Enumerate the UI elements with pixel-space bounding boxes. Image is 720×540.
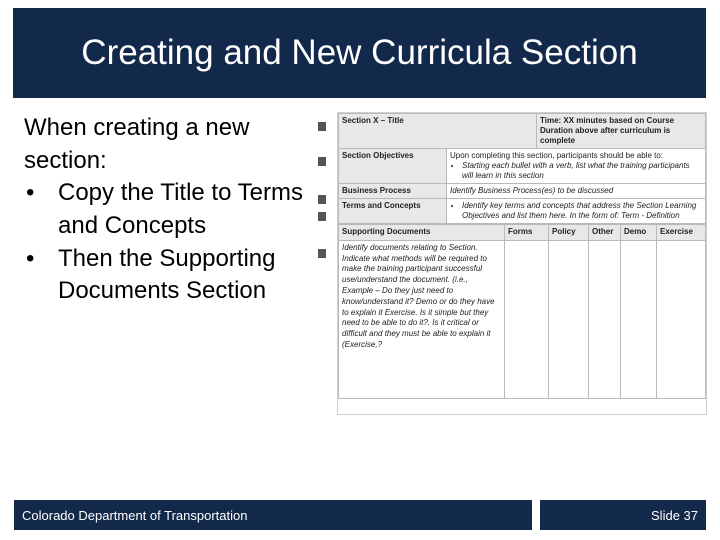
table-cell	[505, 240, 549, 398]
table-row	[339, 199, 706, 224]
column-header: Demo	[621, 225, 657, 241]
curriculum-template-image	[337, 112, 707, 415]
curriculum-template-table	[338, 113, 706, 224]
terms-cell	[447, 199, 706, 224]
objectives-text: Upon completing this section, participants should be able to:	[450, 151, 664, 160]
table-cell	[549, 240, 589, 398]
terms-list	[450, 201, 702, 221]
objectives-bullet: • Starting each bullet with a verb, list what the training participants will learn in this section	[462, 161, 702, 181]
table-cell	[621, 240, 657, 398]
supporting-documents-table	[338, 224, 706, 399]
table-cell	[657, 240, 706, 398]
objectives-list	[450, 161, 702, 181]
footer-slide-number-bar	[540, 500, 706, 530]
column-header: Policy	[549, 225, 589, 241]
bullet-list	[24, 177, 329, 308]
footer-organization: Colorado Department of Transportation	[22, 507, 248, 523]
bullet-icon: •	[26, 244, 35, 272]
objectives-cell	[447, 149, 706, 184]
row-marker	[318, 122, 326, 131]
table-header-row	[339, 225, 706, 241]
terms-label: Terms and Concepts	[339, 199, 447, 224]
row-marker	[318, 157, 326, 166]
table-row	[339, 149, 706, 184]
bullet-icon: •	[26, 179, 35, 207]
business-label: Business Process	[339, 184, 447, 199]
column-header: Forms	[505, 225, 549, 241]
bullet-item	[24, 177, 329, 242]
column-header: Other	[589, 225, 621, 241]
footer-organization-bar	[14, 500, 532, 530]
slide-number: Slide 37	[651, 507, 698, 523]
row-marker	[318, 195, 326, 204]
supporting-description: Identify documents relating to Section. Indicate what methods will be required to make the training participant successful use/understand the document. (i.e., Example – Do they just need to know/understand it? Demo or do they have to explain it Exercise. Is it simple but they need to be able to do it?. Is it critical or difficult and they must be able to explain it (Exercise,?	[339, 240, 505, 398]
column-header: Supporting Documents	[339, 225, 505, 241]
slide-title: Creating and New Curricula Section	[81, 33, 638, 72]
section-title-cell: Section X – Title	[339, 114, 537, 149]
table-row	[339, 114, 706, 149]
intro-text: When creating a new section:	[24, 114, 250, 174]
time-cell: Time: XX minutes based on Course Duration above after curriculum is complete	[537, 114, 706, 149]
slide-body	[24, 112, 329, 308]
bullet-text: Copy the Title to Terms and Concepts	[58, 179, 303, 239]
slide-title-bar	[13, 8, 706, 98]
objectives-label: Section Objectives	[339, 149, 447, 184]
table-row	[339, 184, 706, 199]
column-header: Exercise	[657, 225, 706, 241]
bullet-text: Then the Supporting Documents Section	[58, 244, 276, 305]
bullet-item	[24, 243, 329, 308]
terms-bullet: • Identify key terms and concepts that address the Section Learning Objectives and list them here. In the form of: Term - Definition	[462, 201, 702, 221]
table-cell	[589, 240, 621, 398]
row-marker	[318, 249, 326, 258]
table-row	[339, 240, 706, 398]
row-marker	[318, 212, 326, 221]
business-text: Identify Business Process(es) to be discussed	[447, 184, 706, 199]
